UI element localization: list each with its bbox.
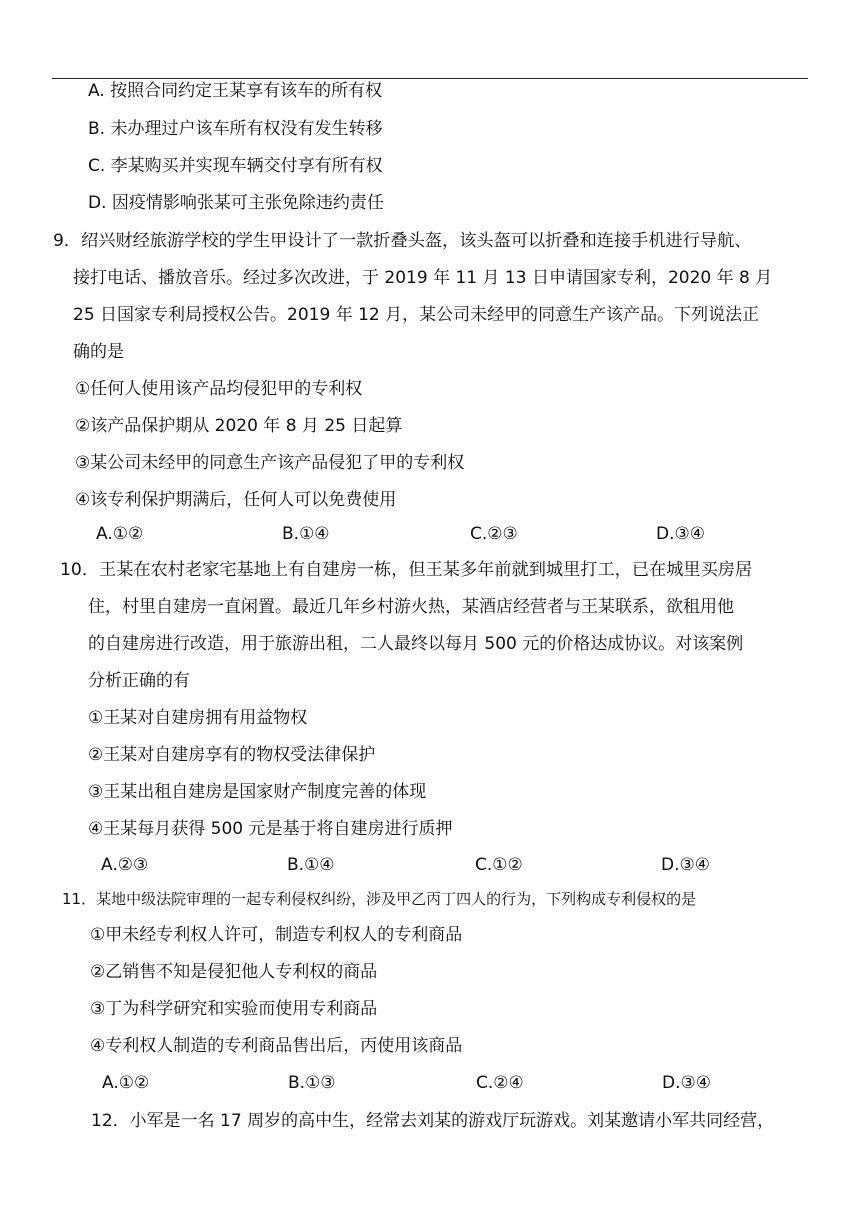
q10-item-4: ④王某每月获得 500 元是基于将自建房进行质押 (88, 819, 453, 839)
q9-stem-line-2: 接打电话、播放音乐。经过多次改进，于 2019 年 11 月 13 日申请国家专利，2020 年 8 月 (73, 268, 773, 288)
q9-choice-b: B.①④ (282, 524, 330, 544)
q10-choice-b: B.①④ (287, 855, 335, 875)
q11-choice-b: B.①③ (288, 1073, 336, 1093)
q9-item-2: ②该产品保护期从 2020 年 8 月 25 日起算 (75, 416, 403, 436)
q10-stem-line-3: 的自建房进行改造，用于旅游出租，二人最终以每月 500 元的价格达成协议。对该案例 (88, 634, 744, 654)
q10-item-3: ③王某出租自建房是国家财产制度完善的体现 (88, 782, 427, 802)
q11-item-4: ④专利权人制造的专利商品售出后，丙使用该商品 (90, 1036, 463, 1056)
q10-stem-line-2: 住，村里自建房一直闲置。最近几年乡村游火热，某酒店经营者与王某联系，欲租用他 (88, 597, 734, 617)
q11-choice-d: D.③④ (662, 1073, 711, 1093)
q11-stem: 11．某地中级法院审理的一起专利侵权纠纷，涉及甲乙丙丁四人的行为，下列构成专利侵权的是 (62, 890, 697, 908)
q9-choice-a: A.①② (96, 524, 144, 544)
q8-option-c: C. 李某购买并实现车辆交付享有所有权 (88, 156, 383, 176)
q10-choice-c: C.①② (475, 855, 523, 875)
q8-option-d: D. 因疫情影响张某可主张免除违约责任 (88, 193, 384, 213)
q9-stem-line-1: 9．绍兴财经旅游学校的学生甲设计了一款折叠头盔，该头盔可以折叠和连接手机进行导航、 (53, 231, 752, 251)
q9-item-3: ③某公司未经甲的同意生产该产品侵犯了甲的专利权 (75, 453, 465, 473)
q10-stem-line-1: 10．王某在农村老家宅基地上有自建房一栋，但王某多年前就到城里打工，已在城里买房居 (60, 560, 753, 580)
q11-choice-c: C.②④ (476, 1073, 524, 1093)
q8-option-b: B. 未办理过户该车所有权没有发生转移 (88, 119, 383, 139)
q9-choice-c: C.②③ (470, 524, 518, 544)
q9-item-1: ①任何人使用该产品均侵犯甲的专利权 (75, 379, 363, 399)
q11-item-3: ③丁为科学研究和实验而使用专利商品 (90, 999, 378, 1019)
q11-item-2: ②乙销售不知是侵犯他人专利权的商品 (90, 962, 378, 982)
q11-choices (0, 1071, 860, 1095)
q12-stem: 12．小军是一名 17 周岁的高中生，经常去刘某的游戏厅玩游戏。刘某邀请小军共同经营， (91, 1111, 775, 1131)
q10-stem-line-4: 分析正确的有 (88, 671, 190, 691)
q11-item-1: ①甲未经专利权人许可，制造专利权人的专利商品 (90, 925, 463, 945)
q9-item-4: ④该专利保护期满后，任何人可以免费使用 (75, 490, 397, 510)
q9-choices (0, 522, 860, 546)
q10-choice-a: A.②③ (101, 855, 149, 875)
q9-choice-d: D.③④ (656, 524, 705, 544)
q8-option-a: A. 按照合同约定王某享有该车的所有权 (88, 81, 383, 101)
q11-choice-a: A.①② (102, 1073, 150, 1093)
q10-item-2: ②王某对自建房享有的物权受法律保护 (88, 745, 376, 765)
q10-choices (0, 853, 860, 877)
q9-stem-line-3: 25 日国家专利局授权公告。2019 年 12 月，某公司未经甲的同意生产该产品。下列说法正 (73, 305, 760, 325)
q9-stem-line-4: 确的是 (73, 342, 124, 362)
q10-choice-d: D.③④ (661, 855, 710, 875)
q10-item-1: ①王某对自建房拥有用益物权 (88, 708, 308, 728)
